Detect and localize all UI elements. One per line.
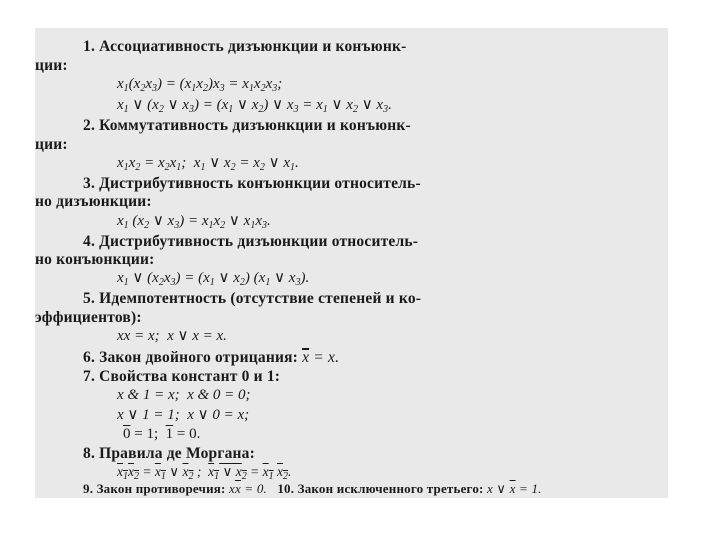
item-7-formula-1: x & 1 = x; x & 0 = 0; [117, 387, 251, 403]
item-1-formula-1: $x_1(x_2x_3) = (x_1x_2)x_3 = x_1x_2x_3$; [117, 76, 283, 94]
item-7-formula-3: 0 = 1; 1 = 0. [123, 426, 201, 442]
item-7-heading: 7. Свойства констант 0 и 1: [83, 368, 281, 385]
item-2-heading: 2. Коммутативность дизъюнкции и конъюнк- [83, 117, 411, 134]
item-2-continuation: ции: [35, 136, 68, 153]
item-3-formula-1: $x_1$ ($x_2$ ∨ $x_3) = x_1x_2$ ∨ $x_1x_3$. [117, 213, 271, 231]
item-5-heading: 5. Идемпотентность (отсутствие степеней и ко- [83, 290, 422, 307]
scanned-page [35, 28, 668, 498]
item-1-heading: 1. Ассоциативность дизъюнкции и конъюнк- [83, 38, 407, 55]
item-3-heading: 3. Дистрибутивность конъюнкции относитель- [83, 175, 421, 192]
item-7-formula-2: x ∨ 1 = 1; x ∨ 0 = x; [117, 407, 250, 423]
item-4-continuation: но конъюнкции: [35, 251, 155, 268]
item-8-formula-1: $x_1x_2 = x_1$ ∨ $x_2$ ; $x_1$ ∨ $x_2 = x_1$ $x_2$. [117, 464, 292, 482]
item-2-formula-1: $x_1x_2 = x_2x_1$; $x_1$ ∨ $x_2 = x_2$ ∨ $x_1$. [117, 155, 299, 173]
item-3-continuation: но дизъюнкции: [35, 193, 152, 210]
item-1-continuation: ции: [35, 57, 68, 74]
item-5-continuation: эффициентов): [35, 309, 142, 326]
item-9-heading: 9. Закон противоречия: $x\overline{x} = 0$. 10. Закон исключенного третьего: x ∨ $\overline{x} = 1$. [83, 481, 542, 496]
item-5-formula-1: xx = x; x ∨ x = x. [117, 328, 227, 344]
item-6-heading: 6. Закон двойного отрицания: $\overline{x} = x$. [83, 349, 340, 366]
item-4-heading: 4. Дистрибутивность дизъюнкции относитель- [83, 233, 419, 250]
item-1-formula-2: $x_1$ ∨ ($x_2$ ∨ $x_3) = (x_1$ ∨ $x_2$) ∨ $x_3 = x_1$ ∨ $x_2$ ∨ $x_3$. [117, 97, 392, 115]
item-4-formula-1: $x_1$ ∨ $(x_2x_3) = (x_1$ ∨ $x_2$) ($x_1$ ∨ $x_3$). [117, 270, 310, 288]
item-8-heading: 8. Правила де Моргана: [83, 445, 255, 462]
